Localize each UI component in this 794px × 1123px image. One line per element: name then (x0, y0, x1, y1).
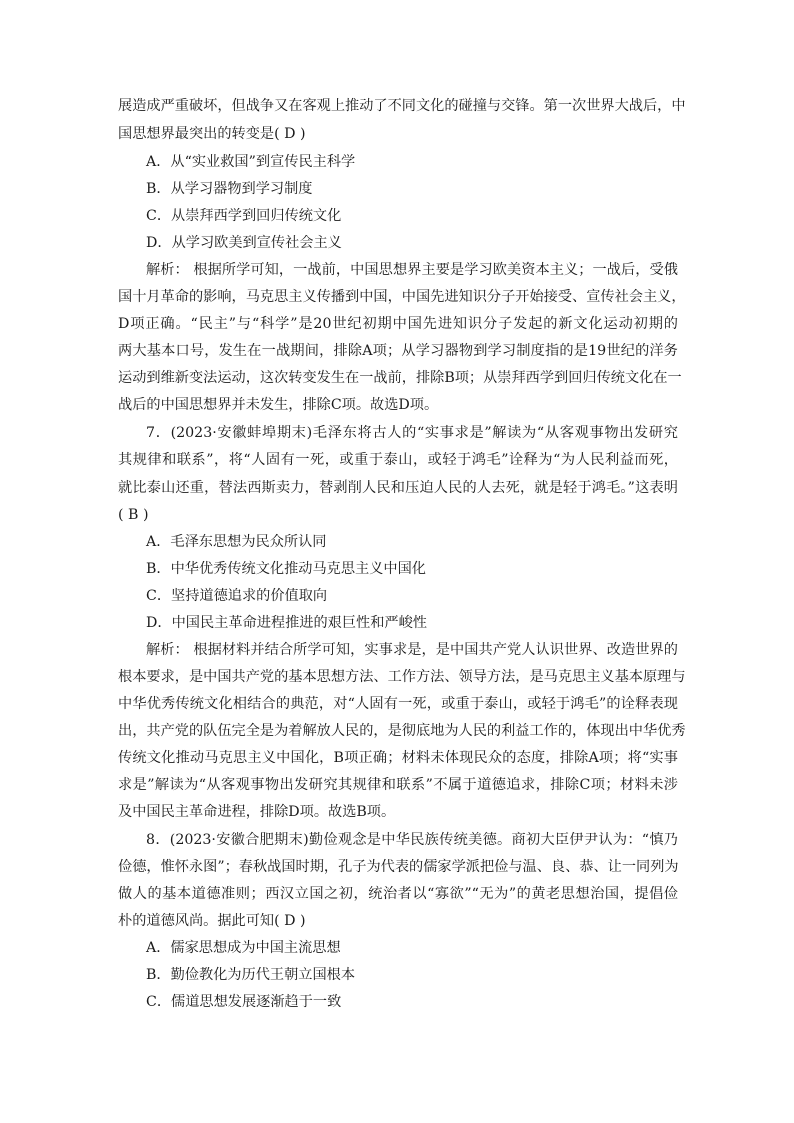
q6-analysis-line-6: 战后的中国思想界并未发生，排除C项。故选D项。 (118, 397, 439, 413)
q8-option-b: B．勤俭教化为历代王朝立国根本 (146, 967, 356, 983)
q7-option-b: B．中华优秀传统文化推动马克思主义中国化 (146, 561, 426, 577)
q7-stem-line-2: 其规律和联系”，将“人固有一死，或重于泰山，或轻于鸿毛”诠释为“为人民利益而死， (118, 452, 678, 468)
q8-option-a: A．儒家思想成为中国主流思想 (146, 940, 341, 956)
q6-analysis-line-3: D项正确。“民主”与“科学”是20世纪初期中国先进知识分子发起的新文化运动初期的 (118, 316, 678, 332)
q6-analysis-line-2: 国十月革命的影响，马克思主义传播到中国，中国先进知识分子开始接受、宣传社会主义， (118, 289, 686, 305)
q7-analysis-line-7: 及中国民主革命进程，排除D项。故选B项。 (118, 804, 396, 820)
q7-stem-line-1: 7．(2023·安徽蚌埠期末)毛泽东将古人的“实事求是”解读为“从客观事物出发研究 (146, 425, 678, 441)
q6-analysis-line-1: 解析： 根据所学可知，一战前，中国思想界主要是学习欧美资本主义；一战后，受俄 (146, 262, 678, 278)
q8-stem-line-3: 做人的基本道德准则；西汉立国之初，统治者以“寡欲”“无为”的黄老思想治国，提倡俭 (118, 886, 678, 902)
q7-analysis-line-2: 根本要求，是中国共产党的基本思想方法、工作方法、领导方法，是马克思主义基本原理与 (118, 669, 686, 685)
q8-stem-line-2: 俭德，惟怀永图”；春秋战国时期，孔子为代表的儒家学派把俭与温、良、恭、让一同列为 (118, 859, 679, 875)
q7-analysis-line-5: 传统文化推动马克思主义中国化，B项正确；材料未体现民众的态度，排除A项；将“实事 (118, 750, 678, 766)
q7-option-c: C．坚持道德追求的价值取向 (146, 588, 328, 604)
q7-analysis-line-1: 解析： 根据材料并结合所学可知，实事求是，是中国共产党人认识世界、改造世界的 (146, 642, 678, 658)
q6-stem-line-1: 展造成严重破坏，但战争又在客观上推动了不同文化的碰撞与交锋。第一次世界大战后，中 (118, 98, 686, 114)
q7-option-d: D．中国民主革命进程推进的艰巨性和严峻性 (146, 615, 427, 631)
q8-stem-line-1: 8．(2023·安徽合肥期末)勤俭观念是中华民族传统美德。商初大臣伊尹认为：“慎乃 (146, 832, 678, 848)
q6-option-b: B．从学习器物到学习制度 (146, 181, 313, 197)
q8-option-c: C．儒道思想发展逐渐趋于一致 (146, 994, 342, 1010)
q7-analysis-line-4: 出，共产党的队伍完全是为着解放人民的，是彻底地为人民的利益工作的，体现出中华优秀 (118, 723, 686, 739)
q7-answer: ( B ) (118, 507, 149, 523)
q7-stem-line-3: 就比泰山还重，替法西斯卖力，替剥削人民和压迫人民的人去死，就是轻于鸿毛。”这表明 (118, 480, 678, 496)
q6-stem-line-2: 国思想界最突出的转变是( D ) (118, 126, 306, 142)
q6-option-c: C．从崇拜西学到回归传统文化 (146, 208, 342, 224)
q6-analysis-line-4: 两大基本口号，发生在一战期间，排除A项；从学习器物到学习制度指的是19世纪的洋务 (118, 343, 678, 359)
q7-analysis-line-6: 求是”解读为“从客观事物出发研究其规律和联系”不属于道德追求，排除C项；材料未涉 (118, 777, 678, 793)
q7-option-a: A．毛泽东思想为民众所认同 (146, 534, 327, 550)
q6-option-d: D．从学习欧美到宣传社会主义 (146, 235, 342, 251)
q8-stem-line-4: 朴的道德风尚。据此可知( D ) (118, 913, 306, 929)
q6-option-a: A．从“实业救国”到宣传民主科学 (146, 154, 356, 170)
q6-analysis-line-5: 运动到维新变法运动，这次转变发生在一战前，排除B项；从崇拜西学到回归传统文化在一 (118, 370, 682, 386)
q7-analysis-line-3: 中华优秀传统文化相结合的典范，对“人固有一死，或重于泰山，或轻于鸿毛”的诠释表现 (118, 696, 678, 712)
